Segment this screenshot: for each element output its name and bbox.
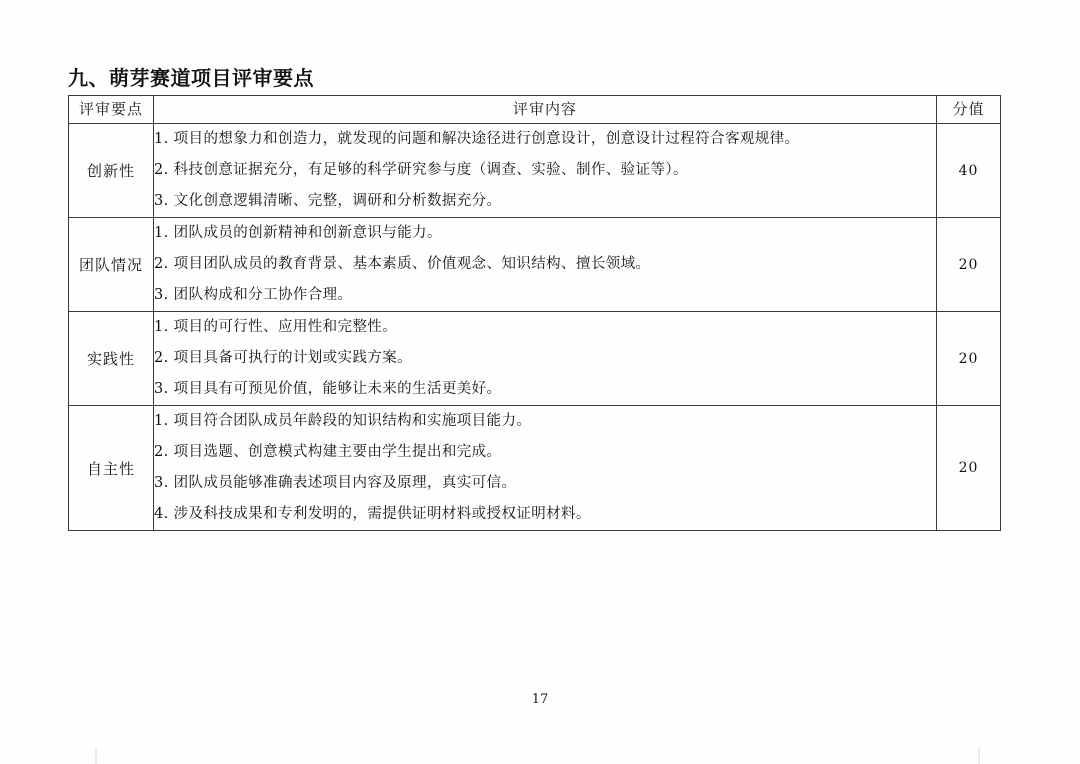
header-review-point: 评审要点 <box>69 96 154 124</box>
content-line: 3. 项目具有可预见价值，能够让未来的生活更美好。 <box>154 381 502 397</box>
table-row <box>69 218 1001 312</box>
header-review-content: 评审内容 <box>154 96 937 124</box>
scan-edge-mark-right <box>978 748 980 764</box>
row-content <box>154 218 937 312</box>
review-criteria-table <box>68 95 1001 531</box>
row-point-label: 创新性 <box>69 124 154 218</box>
content-line: 1. 项目的想象力和创造力，就发现的问题和解决途径进行创意设计，创意设计过程符合客观规律。 <box>154 131 800 147</box>
header-score: 分值 <box>937 96 1001 124</box>
page-number: 17 <box>531 692 549 707</box>
row-score: 20 <box>937 312 1001 406</box>
content-line: 1. 项目符合团队成员年龄段的知识结构和实施项目能力。 <box>154 413 532 429</box>
row-score: 20 <box>937 218 1001 312</box>
content-line: 3. 团队构成和分工协作合理。 <box>154 287 353 303</box>
row-content <box>154 124 937 218</box>
scan-edge-mark-left <box>95 748 97 764</box>
content-line: 2. 项目团队成员的教育背景、基本素质、价值观念、知识结构、擅长领域。 <box>154 256 651 272</box>
content-line: 4. 涉及科技成果和专利发明的，需提供证明材料或授权证明材料。 <box>154 506 591 522</box>
row-point-label: 实践性 <box>69 312 154 406</box>
table-row <box>69 406 1001 531</box>
content-line: 3. 文化创意逻辑清晰、完整，调研和分析数据充分。 <box>154 193 502 209</box>
table-header-row <box>69 96 1001 124</box>
content-line: 2. 项目选题、创意模式构建主要由学生提出和完成。 <box>154 444 502 460</box>
row-score: 40 <box>937 124 1001 218</box>
content-line: 2. 科技创意证据充分，有足够的科学研究参与度（调查、实验、制作、验证等）。 <box>154 162 688 178</box>
row-content <box>154 312 937 406</box>
row-score: 20 <box>937 406 1001 531</box>
table-row <box>69 124 1001 218</box>
content-line: 1. 项目的可行性、应用性和完整性。 <box>154 319 398 335</box>
table-row <box>69 312 1001 406</box>
row-point-label: 团队情况 <box>69 218 154 312</box>
page-title: 九、萌芽赛道项目评审要点 <box>68 66 314 90</box>
content-line: 3. 团队成员能够准确表述项目内容及原理，真实可信。 <box>154 475 517 491</box>
row-point-label: 自主性 <box>69 406 154 531</box>
content-line: 1. 团队成员的创新精神和创新意识与能力。 <box>154 225 442 241</box>
row-content <box>154 406 937 531</box>
content-line: 2. 项目具备可执行的计划或实践方案。 <box>154 350 413 366</box>
